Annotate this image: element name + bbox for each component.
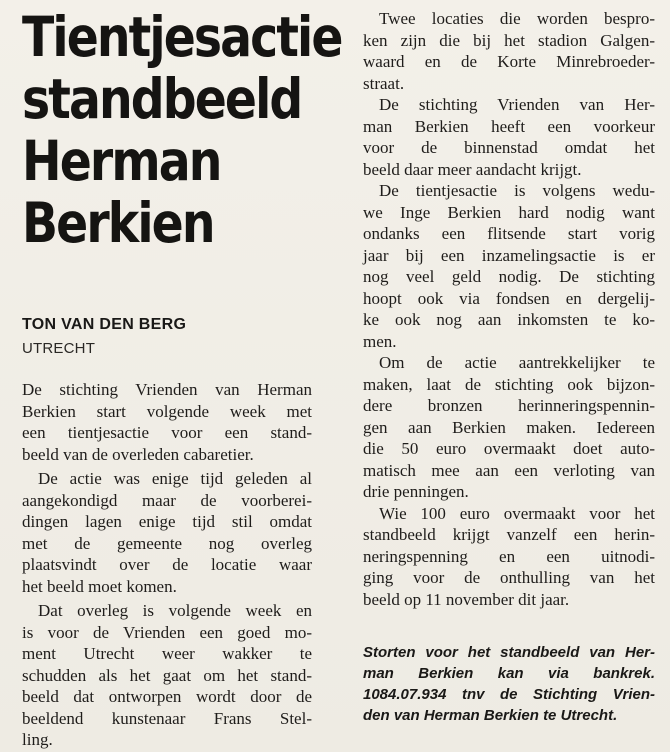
article-text-line: die 50 euro overmaakt doet auto- <box>363 439 655 458</box>
article-text-line: De actie was enige tijd geleden al <box>38 469 312 488</box>
article-text-line: maken, laat de stichting ook bijzon- <box>363 374 655 394</box>
article-body-left-column <box>22 379 312 751</box>
article-text-line: dere bronzen herinneringspennin- <box>363 396 655 415</box>
donation-call-to-action <box>363 642 655 726</box>
article-text-line: men. <box>363 331 397 351</box>
article-text-line: beeld van de overleden cabaretier. <box>22 444 254 464</box>
headline-line: Tientjesactie <box>22 5 342 69</box>
article-text-line: Wie 100 euro overmaakt voor het <box>379 503 655 523</box>
cta-text-line: 1084.07.934 tnv de Stichting Vrien- <box>363 686 655 703</box>
article-text-line: dingen lagen enige tijd stil omdat <box>22 512 312 531</box>
cta-text-line: Storten voor het standbeeld van Her- <box>363 644 655 661</box>
article-text-line: Dat overleg is volgende week en <box>38 601 312 620</box>
article-text-line: ling. <box>22 730 53 749</box>
article-text-line: nog veel geld nodig. De stichting <box>363 267 655 286</box>
article-text-line: beeld op 11 november dit jaar. <box>363 589 570 609</box>
article-text-line: waard en de Korte Minrebroeder- <box>363 52 655 71</box>
article-text-line: standbeeld krijgt vanzelf een herin- <box>363 525 655 544</box>
article-text-line: matisch mee aan een verloting van <box>363 460 655 480</box>
article-text-line: neringspenning en een uitnodi- <box>363 546 655 566</box>
article-body-right-column <box>363 8 655 610</box>
headline-line: Berkien <box>22 191 214 255</box>
article-text-line: is voor de Vrienden een goed mo- <box>22 622 312 642</box>
article-text-line: ondanks een flitsende start vorig <box>363 224 655 243</box>
article-text-line: aangekondigd maar de voorberei- <box>22 490 312 510</box>
article-text-line: ment Utrecht weer wakker te <box>22 644 312 663</box>
article-text-line: Berkien start volgende week met <box>22 401 312 421</box>
article-text-line: drie penningen. <box>363 482 469 501</box>
author-byline: TON VAN DEN BERG <box>22 316 187 333</box>
article-text-line: met de gemeente nog overleg <box>22 533 312 553</box>
article-text-line: man Berkien heeft een voorkeur <box>363 116 655 136</box>
article-text-line: een tientjesactie voor een stand- <box>22 423 312 442</box>
article-text-line: De stichting Vrienden van Herman <box>22 380 312 399</box>
article-text-line: plaatsvindt over de locatie waar <box>22 555 312 574</box>
article-text-line: straat. <box>363 73 405 93</box>
article-text-line: De tientjesactie is volgens wedu- <box>379 181 655 200</box>
article-text-line: het beeld moet komen. <box>22 576 177 596</box>
headline-line: Herman <box>22 129 221 193</box>
article-text-line: schudden als het gaat om het stand- <box>22 665 312 685</box>
headline-line: standbeeld <box>22 67 302 131</box>
article-text-line: Om de actie aantrekkelijker te <box>379 353 655 372</box>
headline <box>22 5 342 255</box>
article-text-line: hoopt ook via fondsen en dergelij- <box>363 288 655 308</box>
article-text-line: ging voor de onthulling van het <box>363 568 655 587</box>
dateline: UTRECHT <box>22 340 96 357</box>
article-text-line: ke ook nog aan inkomsten te ko- <box>363 310 655 329</box>
cta-text-line: man Berkien kan via bankrek. <box>363 665 655 682</box>
cta-text-line: den van Herman Berkien te Utrecht. <box>363 707 618 724</box>
article-text-line: Twee locaties die worden bespro- <box>379 9 655 28</box>
article-text-line: beeld daar meer aandacht krijgt. <box>363 159 582 179</box>
article-text-line: De stichting Vrienden van Her- <box>379 95 655 114</box>
article-text-line: we Inge Berkien hard nodig want <box>363 202 655 222</box>
article-text-line: gen aan Berkien maken. Iedereen <box>363 417 655 437</box>
article-text-line: beeld dat ontworpen wordt door de <box>22 687 312 706</box>
article-text-line: beeldend kunstenaar Frans Stel- <box>22 708 312 728</box>
article-text-line: ken zijn die bij het stadion Galgen- <box>363 30 655 50</box>
article-text-line: voor de binnenstad omdat het <box>363 138 655 157</box>
article-text-line: jaar bij een inzamelingsactie is er <box>363 245 655 265</box>
